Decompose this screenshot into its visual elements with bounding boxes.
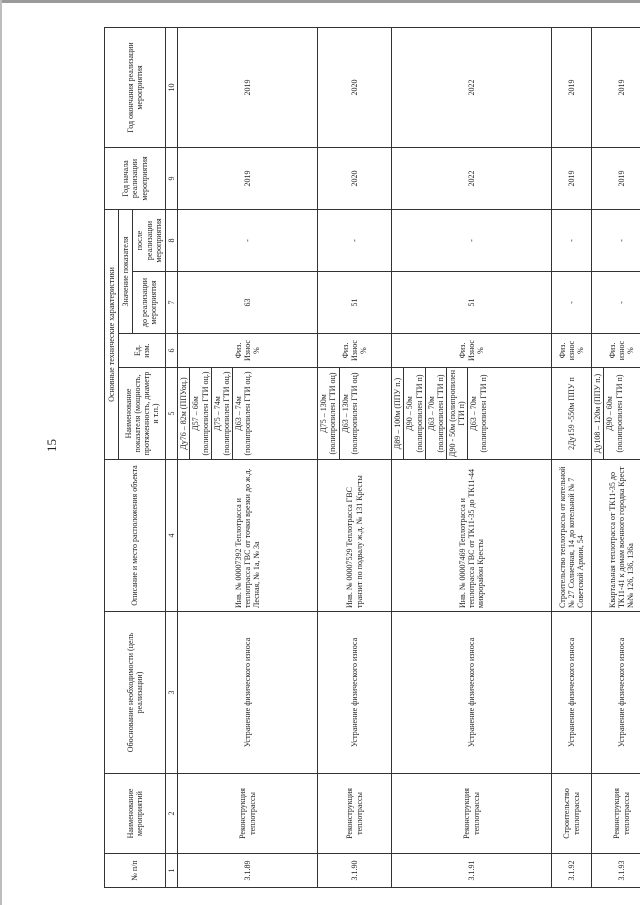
row-justification: Устранение физического износа [318, 612, 392, 774]
column-number: 7 [165, 272, 177, 334]
table-row [552, 28, 592, 888]
header-row-1 [105, 28, 119, 888]
row-justification: Устранение физического износа [552, 612, 592, 774]
row-start-year: 2019 [552, 148, 592, 210]
row-num: 3.1.90 [318, 854, 392, 888]
characteristic-item: Д90 - 50м (полипропилен ГТИ п) [447, 368, 468, 459]
row-before: 63 [178, 272, 318, 334]
column-number: 8 [165, 210, 177, 272]
row-end-year: 2022 [392, 28, 552, 148]
characteristic-item: Д75 – 130м (полипропилен ГТИ оц) [318, 368, 339, 459]
row-unit: Физ. износ % [592, 334, 640, 368]
row-name: Реконструкция теплотрассы [392, 774, 552, 854]
row-end-year: 2019 [552, 28, 592, 148]
header-num: № п/п [105, 854, 166, 888]
header-before: до реализации мероприятия [133, 272, 166, 334]
header-char-name: Наименование показателя (мощность, протяженность, диаметр и т.п.) [119, 368, 166, 460]
row-num: 3.1.92 [552, 854, 592, 888]
row-start-year: 2020 [318, 148, 392, 210]
table-row [178, 28, 318, 888]
row-end-year: 2020 [318, 28, 392, 148]
row-name: Реконструкция теплотрассы [592, 774, 640, 854]
row-name: Реконструкция теплотрассы [318, 774, 392, 854]
row-description: Квартальная теплотрасса от ТК11-35 до ТК11-41 к домам военного городка Крест №№ 126, 136, 136а [592, 460, 640, 612]
header-description: Описание и место расположения объекта [105, 460, 166, 612]
row-num: 3.1.93 [592, 854, 640, 888]
scan-edge-left [0, 0, 2, 905]
characteristic-item: Д63 – 70м (полипропилен ГТИ п) [469, 374, 488, 453]
row-justification: Устранение физического износа [392, 612, 552, 774]
row-end-year: 2019 [592, 28, 640, 148]
row-description: Инв. № 00007529 Теплотрасса ГВС транзит по подвалу ж.д. № 131 Кресты [318, 460, 392, 612]
row-after: - [318, 210, 392, 272]
row-characteristics [392, 368, 552, 460]
row-description: Инв. № 00007469 Теплотрасса и теплотрасса ГВС от ТК11-35 до ТК11-44 микрорайон Кресты [392, 460, 552, 612]
row-num: 3.1.91 [392, 854, 552, 888]
column-number: 10 [165, 28, 177, 148]
row-unit: Физ. износ % [552, 334, 592, 368]
row-characteristic-single: 2Ду159 -550м ППУ п [552, 368, 592, 460]
row-justification: Устранение физического износа [178, 612, 318, 774]
table-row [392, 28, 552, 888]
row-num: 3.1.89 [178, 854, 318, 888]
row-start-year: 2019 [592, 148, 640, 210]
column-number: 1 [165, 854, 177, 888]
row-end-year: 2019 [178, 28, 318, 148]
characteristic-item: Д63 – 70м (полипропилен ГТИ п) [426, 368, 447, 459]
row-justification: Устранение физического износа [592, 612, 640, 774]
page-number: 15 [44, 439, 59, 452]
column-number: 9 [165, 148, 177, 210]
column-number: 5 [165, 368, 177, 460]
header-justification: Обоснование необходимости (цель реализации) [105, 612, 166, 774]
rotated-table-container [104, 28, 636, 888]
row-before: 51 [392, 272, 552, 334]
table-row [318, 28, 392, 888]
row-description: Инв. № 00007392 Теплотрасса и теплотрасса ГВС от точки врезки до ж.д. Лесная, № 1а, № 3а [178, 460, 318, 612]
header-after: после реализации мероприятия [133, 210, 166, 272]
row-before: - [592, 272, 640, 334]
characteristic-item: Д63 – 74м (полипропилен ГТИ оц.) [234, 371, 253, 456]
characteristic-item: Д75 – 74м (полипропилен ГТИ оц.) [212, 368, 233, 459]
row-start-year: 2022 [392, 148, 552, 210]
characteristic-item: Ду76 – 82м (ППУоц.) [178, 368, 190, 459]
row-unit: Физ. Износ % [178, 334, 318, 368]
row-description: Строительство теплотрассы от котельной № 27 Солнечная, 14 до котельной № 7 Советской Армии, 54 [552, 460, 592, 612]
row-unit: Физ. Износ % [392, 334, 552, 368]
characteristic-item: Д89 – 100м (ППУ п.) [392, 368, 404, 459]
row-unit: Физ. Износ % [318, 334, 392, 368]
row-after: - [178, 210, 318, 272]
column-number-row [165, 28, 177, 888]
characteristic-item: Д90 – 50м (полипропилен ГТИ п) [404, 368, 425, 459]
row-start-year: 2019 [178, 148, 318, 210]
header-value-group: Значение показателя [119, 210, 133, 334]
row-characteristics [318, 368, 392, 460]
row-name: Строительство теплотрассы [552, 774, 592, 854]
header-start-year: Год начала реализации мероприятия [105, 148, 166, 210]
row-name: Реконструкция теплотрассы [178, 774, 318, 854]
header-unit: Ед. изм. [119, 334, 166, 368]
characteristic-item: Д57 – 66м (полипропилен ГТИ оц.) [190, 368, 211, 459]
header-name: Наименование мероприятий [105, 774, 166, 854]
scan-edge-top [0, 0, 640, 3]
row-after: - [392, 210, 552, 272]
row-before: 51 [318, 272, 392, 334]
table-row [592, 28, 640, 888]
header-end-year: Год окончания реализации мероприятия [105, 28, 166, 148]
header-tech-group: Основные технические характеристики [105, 210, 119, 460]
row-after: - [552, 210, 592, 272]
investment-program-table [104, 27, 640, 888]
column-number: 2 [165, 774, 177, 854]
characteristic-item: Ду108 – 120м (ППУ п.) [592, 368, 604, 459]
characteristic-item: Д63 – 130м (полипропилен ГТИ оц) [340, 372, 359, 455]
row-characteristics [592, 368, 640, 460]
row-after: - [592, 210, 640, 272]
column-number: 3 [165, 612, 177, 774]
characteristic-item: Д90 – 60м (полипропилен ГТИ п) [605, 374, 624, 453]
column-number: 6 [165, 334, 177, 368]
column-number: 4 [165, 460, 177, 612]
row-characteristics [178, 368, 318, 460]
row-before: - [552, 272, 592, 334]
